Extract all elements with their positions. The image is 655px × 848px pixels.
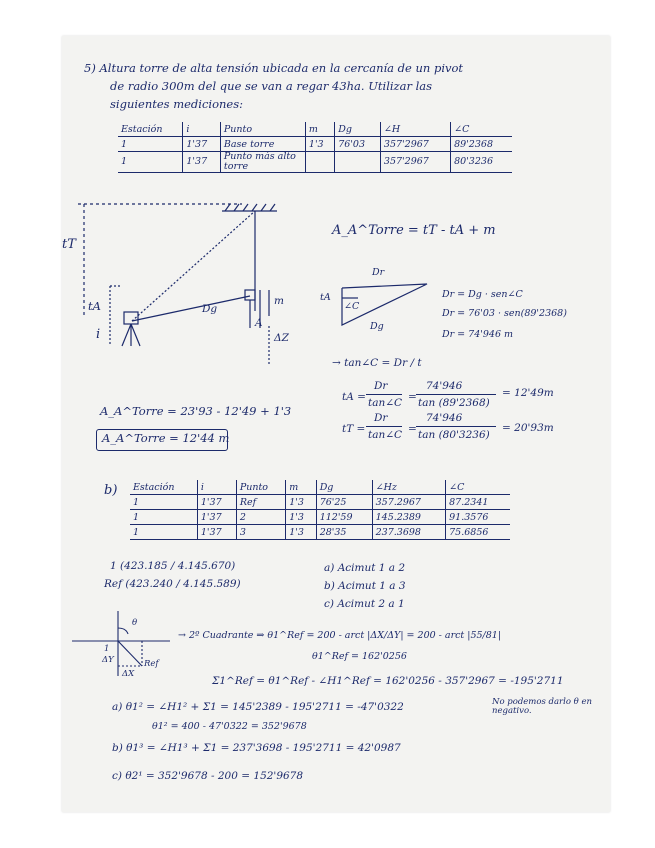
- table1-cell: 76'03: [335, 137, 381, 152]
- mini-theta: θ: [132, 618, 138, 628]
- table2-header: Dg: [316, 480, 372, 495]
- table-row: [130, 495, 510, 510]
- table1-header: Dg: [335, 122, 381, 137]
- table2-cell: 1'3: [286, 495, 316, 510]
- theta-ref: θ1^Ref = 162'0256: [312, 651, 407, 662]
- tA-f2-num: 74'946: [426, 380, 463, 392]
- table1-cell: 1'37: [183, 137, 221, 152]
- table2-cell: 145.2389: [372, 510, 446, 525]
- table2-cell: 1'37: [197, 525, 236, 540]
- table1-cell: 1: [118, 152, 183, 173]
- answer-c: c) θ2¹ = 352'9678 - 200 = 152'9678: [112, 770, 304, 782]
- table2-cell: 3: [236, 525, 285, 540]
- table1-cell: 357'2967: [380, 137, 450, 152]
- tT-f1-den: tan∠C: [368, 429, 403, 441]
- section-b-label: b): [104, 483, 118, 498]
- problem-statement-line-1: 5) Altura torre de alta tensión ubicada en la cercanía de un pivot: [84, 61, 464, 75]
- tA-lhs: tA =: [342, 391, 366, 403]
- table2-cell: 1'37: [197, 510, 236, 525]
- label-tT: tT: [62, 237, 76, 252]
- tA-f2-den: tan (89'2368): [418, 397, 490, 409]
- table1-header: ∠H: [380, 122, 450, 137]
- table2-header: ∠Hz: [372, 480, 446, 495]
- measurements-table-2: [130, 480, 510, 540]
- table2-cell: 91.3576: [446, 510, 510, 525]
- fraction-bar: [366, 394, 402, 395]
- torre-calc-1: A_A^Torre = 23'93 - 12'49 + 1'3: [100, 404, 292, 418]
- problem-statement-line-3: siguientes mediciones:: [110, 97, 244, 111]
- tT-f1-num: Dr: [374, 412, 388, 424]
- problem-statement-line-2: de radio 300m del que se van a regar 43ha. Utilizar las: [110, 79, 433, 93]
- mini-ref: Ref: [144, 659, 159, 669]
- table-row: [130, 510, 510, 525]
- table2-cell: 112'59: [316, 510, 372, 525]
- triangle-Dg: Dg: [370, 321, 384, 332]
- mini-one: 1: [104, 644, 110, 654]
- table1-cell: 1'3: [305, 137, 334, 152]
- answer-a-1: a) θ1² = ∠H1² + Σ1 = 145'2389 - 195'2711 = -47'0322: [112, 701, 404, 713]
- triangle-Dr: Dr: [372, 267, 385, 278]
- label-i: i: [96, 327, 101, 342]
- triangle-tA: tA: [320, 292, 331, 303]
- triangle-angle: ∠C: [344, 301, 360, 312]
- tA-f1-den: tan∠C: [368, 397, 403, 409]
- coord-ref: Ref (423.240 / 4.145.589): [104, 578, 241, 590]
- table2-cell: 2: [236, 510, 285, 525]
- sigma-line: Σ1^Ref = θ1^Ref - ∠H1^Ref = 162'0256 - 357'2967 = -195'2711: [212, 675, 564, 687]
- table1-cell: 1: [118, 137, 183, 152]
- table1-cell: 80'3236: [451, 152, 512, 173]
- torre-calc-2: A_A^Torre = 12'44 m: [102, 431, 230, 445]
- dr-calc-2: Dr = 76'03 · sen(89'2368): [442, 308, 567, 319]
- question-a: a) Acimut 1 a 2: [324, 562, 406, 574]
- tT-lhs: tT =: [342, 423, 366, 435]
- table2-cell: 1'3: [286, 525, 316, 540]
- tan-line: → tan∠C = Dr / t: [332, 357, 422, 369]
- answer-b: b) θ1³ = ∠H1³ + Σ1 = 237'3698 - 195'2711 = 42'0987: [112, 742, 401, 754]
- formula-main: A_A^Torre = tT - tA + m: [332, 223, 496, 238]
- mini-dy: ΔY: [102, 655, 114, 665]
- answer-a-note: No podemos darlo θ en negativo.: [492, 697, 592, 717]
- question-c: c) Acimut 2 a 1: [324, 598, 405, 610]
- label-m: m: [274, 295, 284, 307]
- table2-cell: 76'25: [316, 495, 372, 510]
- table2-cell: 1'37: [197, 495, 236, 510]
- table2-header: Estación: [130, 480, 197, 495]
- equals-sign: =: [408, 423, 417, 435]
- fraction-bar: [366, 426, 402, 427]
- tA-result: = 12'49m: [502, 387, 554, 399]
- equals-sign: =: [408, 391, 417, 403]
- table2-header: i: [197, 480, 236, 495]
- table2-cell: 87.2341: [446, 495, 510, 510]
- table-row: [130, 525, 510, 540]
- table2-cell: 28'35: [316, 525, 372, 540]
- coord-station-1: 1 (423.185 / 4.145.670): [110, 560, 236, 572]
- table2-cell: 1'3: [286, 510, 316, 525]
- table2-cell: Ref: [236, 495, 285, 510]
- table2-header: Punto: [236, 480, 285, 495]
- dr-calc-1: Dr = Dg · sen∠C: [442, 289, 523, 300]
- tT-f2-num: 74'946: [426, 412, 463, 424]
- notebook-page: [62, 36, 610, 812]
- table1-cell: Base torre: [220, 137, 305, 152]
- fraction-bar: [416, 394, 496, 395]
- label-A: A: [255, 317, 263, 329]
- table2-cell: 75.6856: [446, 525, 510, 540]
- question-b: b) Acimut 1 a 3: [324, 580, 406, 592]
- table2-header: m: [286, 480, 316, 495]
- table1-cell: 1'37: [183, 152, 221, 173]
- mini-dx: ΔX: [122, 669, 135, 679]
- label-tA: tA: [88, 299, 101, 313]
- tT-f2-den: tan (80'3236): [418, 429, 490, 441]
- table1-cell: 89'2368: [451, 137, 512, 152]
- table2-cell: 1: [130, 510, 197, 525]
- table2-header: ∠C: [446, 480, 510, 495]
- answer-a-2: θ1² = 400 - 47'0322 = 352'9678: [152, 721, 307, 732]
- table1-header: ∠C: [451, 122, 512, 137]
- table1-cell: 357'2967: [380, 152, 450, 173]
- table2-cell: 237.3698: [372, 525, 446, 540]
- table1-header: m: [305, 122, 334, 137]
- table2-cell: 1: [130, 495, 197, 510]
- tA-f1-num: Dr: [374, 380, 388, 392]
- table1-header: i: [183, 122, 221, 137]
- quadrant-line: → 2º Cuadrante ⇒ θ1^Ref = 200 - arct |ΔX/ΔY| = 200 - arct |55/81|: [178, 630, 502, 641]
- table2-cell: 1: [130, 525, 197, 540]
- label-deltaZ: ΔZ: [274, 332, 289, 344]
- tT-result: = 20'93m: [502, 422, 554, 434]
- dr-calc-3: Dr = 74'946 m: [442, 329, 514, 340]
- fraction-bar: [416, 426, 496, 427]
- table1-header: Punto: [220, 122, 305, 137]
- table1-header: Estación: [118, 122, 183, 137]
- table1-cell: Punto más alto torre: [220, 152, 305, 173]
- label-Dg: Dg: [202, 303, 218, 315]
- table2-cell: 357.2967: [372, 495, 446, 510]
